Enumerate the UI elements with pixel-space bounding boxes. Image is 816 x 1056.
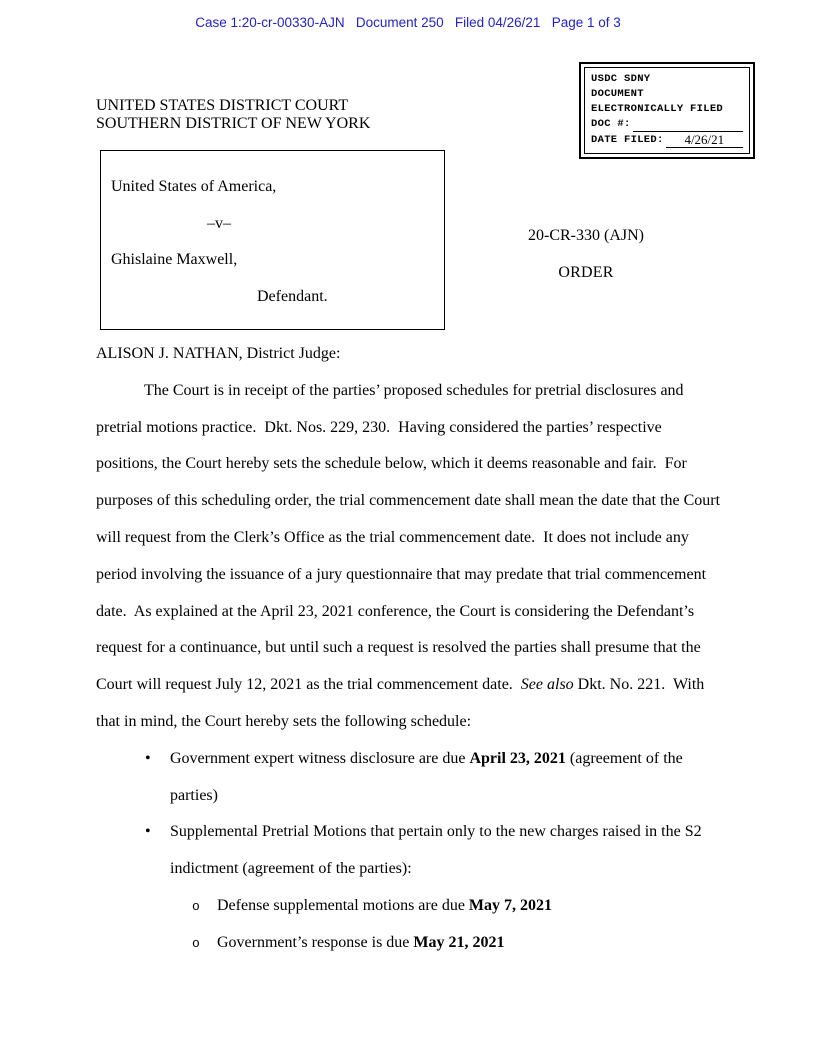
stamp-filed-line: ELECTRONICALLY FILED: [591, 103, 724, 115]
court-name-line2: SOUTHERN DISTRICT OF NEW YORK: [96, 115, 371, 133]
case-info: [500, 227, 672, 282]
case-number: 20-CR-330 (AJN): [528, 227, 644, 244]
sub-bullet-government-response: [96, 925, 723, 962]
bullet-2-text: Supplemental Pretrial Motions that pertain only to the new charges raised in the S2 indictment (agreement of the parties):: [170, 823, 702, 878]
bullet-1-text: Government expert witness disclosure are due: [170, 749, 470, 767]
paragraph-see-also: See also: [520, 676, 574, 694]
paragraph-text-1: The Court is in receipt of the parties’ proposed schedules for pretrial disclosures and pretrial motions practice. Dkt. Nos. 229, 230. Having considered the parties’ respective positions, the Court hereby sets the schedule below, which it deems reasonable and fair. For purposes of this scheduling order, the trial commencement date shall mean the date that the Court will request from the Clerk’s Office as the trial commencement date. It does not include any period involving the issuance of a jury questionnaire that may predate that trial commencement date. As explained at the April 23, 2021 conference, the Court is considering the Defendant’s request for a continuance, but until such a request is resolved the parties shall presume that the Court will request July 12, 2021 as the trial commencement date.: [96, 381, 725, 694]
sub-1-text: Defense supplemental motions are due: [217, 896, 469, 914]
order-title: ORDER: [558, 264, 614, 281]
versus-label: –v–: [207, 215, 231, 232]
circle-bullet-icon: o: [192, 898, 200, 914]
judge-line: ALISON J. NATHAN, District Judge:: [96, 345, 341, 362]
defendant-label: Defendant.: [257, 288, 328, 305]
court-name: [96, 97, 370, 134]
paragraph-text-2: Dkt. No. 221. With that in mind, the Court hereby sets the following schedule:: [96, 676, 709, 730]
bullet-icon: •: [145, 749, 151, 767]
order-body: [96, 336, 723, 962]
bullet-item-supplemental-motions: [96, 814, 723, 888]
stamp-doc-label: DOC #:: [591, 118, 631, 130]
bullet-1-date: April 23, 2021: [469, 749, 566, 767]
stamp-date-row: [591, 132, 743, 148]
stamp-doc-blank-line: [633, 119, 743, 132]
sub-2-date: May 21, 2021: [413, 933, 505, 951]
defendant-name: Ghislaine Maxwell,: [111, 251, 238, 268]
stamp-date-value: 4/26/21: [666, 132, 743, 148]
efiling-stamp: [579, 62, 755, 159]
stamp-document-line: DOCUMENT: [591, 88, 644, 100]
sub-1-date: May 7, 2021: [468, 896, 553, 914]
sub-2-text: Government’s response is due: [217, 933, 414, 951]
bullet-1-text-end: (agreement of the parties): [170, 749, 683, 804]
main-paragraph: [96, 373, 723, 741]
stamp-date-label: DATE FILED:: [591, 134, 664, 146]
sub-bullet-defense-motions: [96, 888, 723, 925]
bullet-item-expert-disclosure: [96, 741, 723, 815]
stamp-doc-row: [591, 117, 743, 132]
case-caption-box: [100, 150, 445, 330]
circle-bullet-icon: o: [192, 935, 200, 951]
efiling-stamp-inner: [584, 67, 750, 154]
bullet-icon: •: [145, 823, 151, 841]
court-name-line1: UNITED STATES DISTRICT COURT: [96, 97, 349, 114]
plaintiff-name: United States of America,: [111, 178, 277, 195]
case-header: Case 1:20-cr-00330-AJN Document 250 Filed 04/26/21 Page 1 of 3: [195, 15, 621, 30]
stamp-court-line: USDC SDNY: [591, 73, 651, 85]
